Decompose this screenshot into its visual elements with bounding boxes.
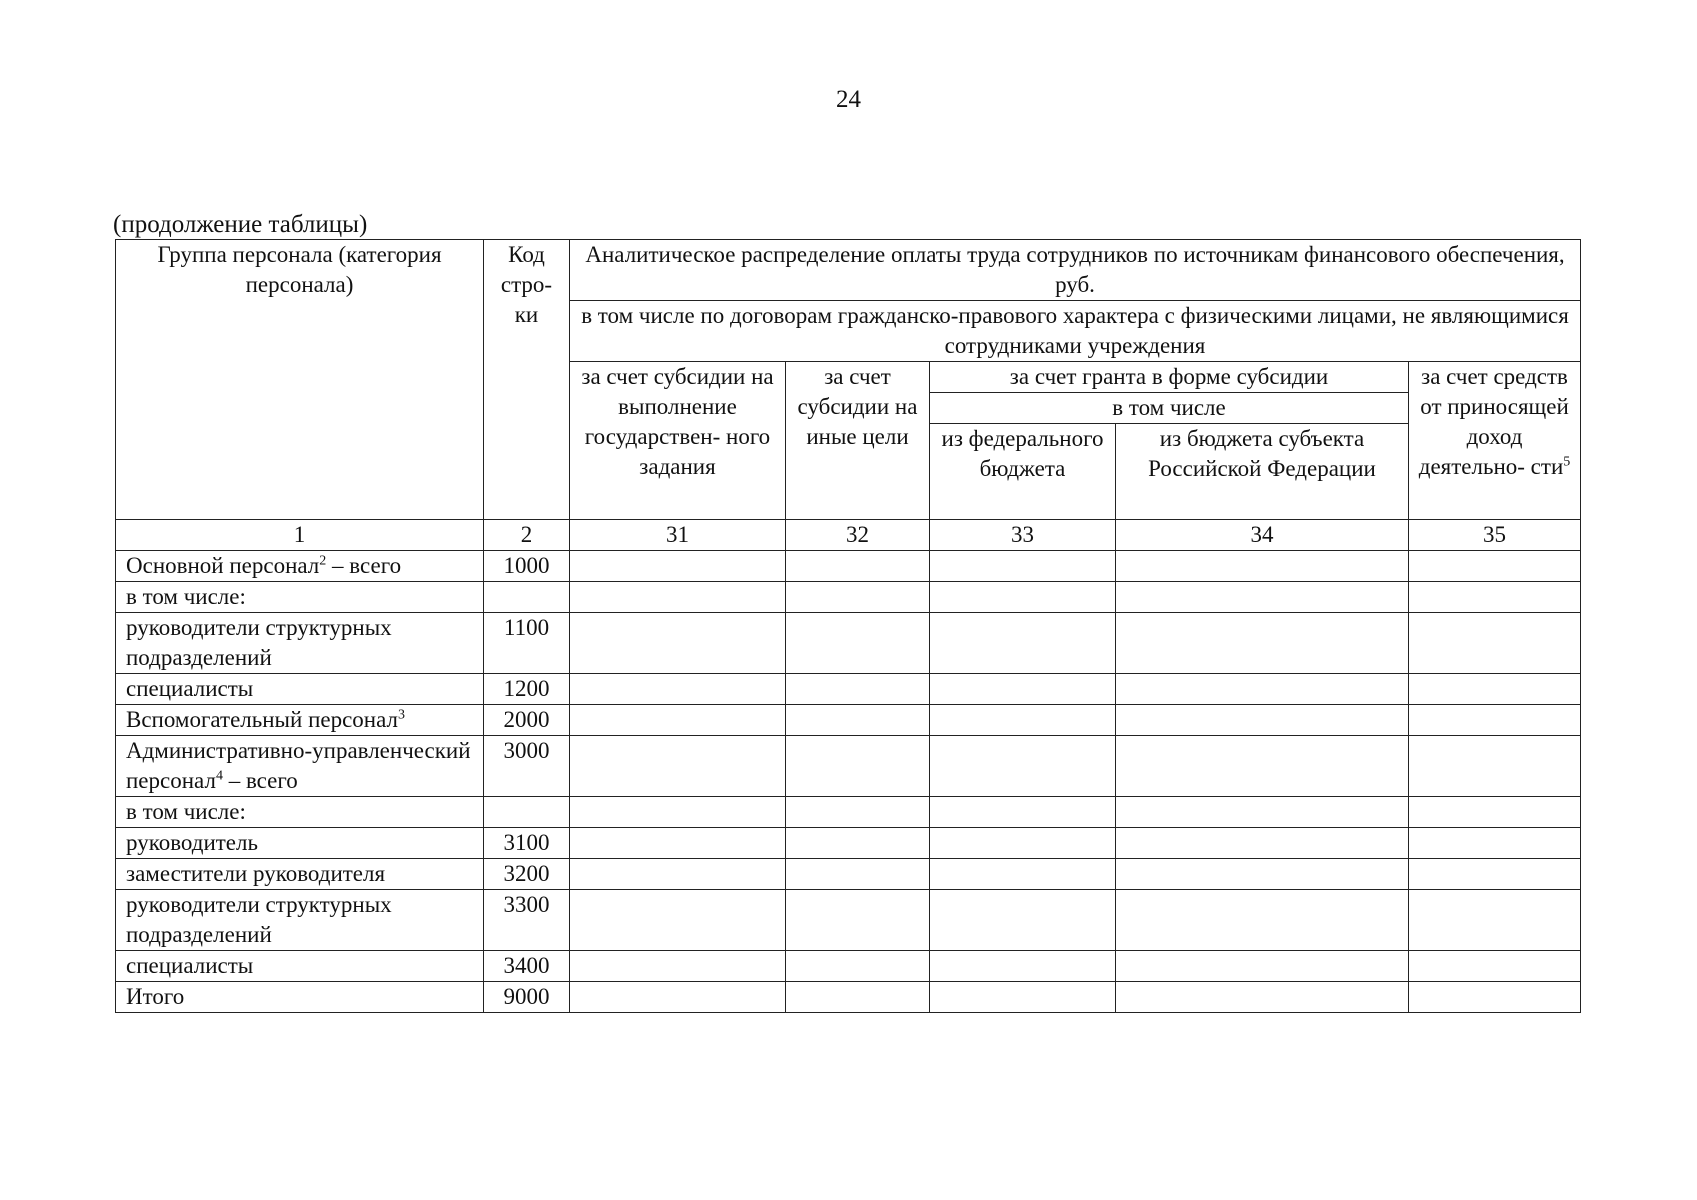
row-code: 3200 (484, 859, 570, 890)
table-row (116, 797, 1581, 828)
value-cell (786, 859, 930, 890)
value-cell (786, 736, 930, 797)
header-row-code: Код стро- ки (484, 240, 570, 520)
value-cell (1409, 859, 1581, 890)
value-cell (1116, 951, 1409, 982)
value-cell (570, 736, 786, 797)
value-cell (1116, 705, 1409, 736)
value-cell (1409, 736, 1581, 797)
value-cell (930, 613, 1116, 674)
row-label: в том числе: (126, 584, 246, 609)
table-row (116, 551, 1581, 582)
value-cell (1409, 828, 1581, 859)
header-subsidy-other-goals: за счет субсидии на иные цели (786, 362, 930, 520)
row-label-cell (116, 582, 484, 613)
row-label-cell (116, 613, 484, 674)
value-cell (570, 951, 786, 982)
row-code: 1100 (484, 613, 570, 674)
table-row (116, 951, 1581, 982)
row-label: в том числе: (126, 799, 246, 824)
value-cell (786, 797, 930, 828)
value-cell (786, 674, 930, 705)
value-cell (1409, 582, 1581, 613)
value-cell (930, 736, 1116, 797)
table-continuation-caption: (продолжение таблицы) (113, 211, 368, 238)
table-row (116, 890, 1581, 951)
value-cell (786, 582, 930, 613)
footnote-marker: 2 (319, 553, 327, 569)
row-code: 3100 (484, 828, 570, 859)
header-grant-subsidy: за счет гранта в форме субсидии (930, 362, 1409, 393)
header-income-activity (1409, 362, 1581, 520)
value-cell (786, 551, 930, 582)
table-row (116, 582, 1581, 613)
row-code: 3400 (484, 951, 570, 982)
column-number: 34 (1116, 520, 1409, 551)
value-cell (1409, 951, 1581, 982)
row-label-suffix: – всего (222, 768, 298, 793)
row-label: Вспомогательный персонал (126, 707, 398, 732)
value-cell (930, 828, 1116, 859)
row-label: Итого (126, 984, 185, 1009)
value-cell (1116, 828, 1409, 859)
value-cell (570, 859, 786, 890)
value-cell (930, 674, 1116, 705)
value-cell (570, 797, 786, 828)
footnote-marker: 5 (1563, 454, 1571, 470)
table-row (116, 705, 1581, 736)
value-cell (570, 890, 786, 951)
row-code: 9000 (484, 982, 570, 1013)
row-label: руководители структурных подразделений (126, 615, 392, 670)
value-cell (1116, 797, 1409, 828)
row-code: 3300 (484, 890, 570, 951)
value-cell (1409, 982, 1581, 1013)
row-label: специалисты (126, 953, 254, 978)
value-cell (786, 890, 930, 951)
column-number: 32 (786, 520, 930, 551)
value-cell (930, 982, 1116, 1013)
header-regional-budget: из бюджета субъекта Российской Федерации (1116, 424, 1409, 520)
value-cell (1116, 982, 1409, 1013)
value-cell (930, 859, 1116, 890)
value-cell (570, 982, 786, 1013)
value-cell (1116, 890, 1409, 951)
value-cell (930, 705, 1116, 736)
row-label: руководитель (126, 830, 258, 855)
table-row (116, 674, 1581, 705)
row-label-cell (116, 797, 484, 828)
row-code (484, 582, 570, 613)
column-number: 2 (484, 520, 570, 551)
row-label-suffix: – всего (326, 553, 402, 578)
table-row (116, 613, 1581, 674)
row-label-cell (116, 828, 484, 859)
staff-pay-table (115, 239, 1581, 1013)
value-cell (786, 705, 930, 736)
row-code (484, 797, 570, 828)
value-cell (786, 828, 930, 859)
row-label: руководители структурных подразделений (126, 892, 392, 947)
value-cell (1116, 736, 1409, 797)
value-cell (1409, 551, 1581, 582)
value-cell (786, 951, 930, 982)
row-code: 2000 (484, 705, 570, 736)
column-number: 1 (116, 520, 484, 551)
value-cell (1116, 859, 1409, 890)
value-cell (786, 613, 930, 674)
column-number: 31 (570, 520, 786, 551)
value-cell (930, 890, 1116, 951)
header-grant-including: в том числе (930, 393, 1409, 424)
value-cell (930, 951, 1116, 982)
table-row (116, 859, 1581, 890)
row-label-cell (116, 705, 484, 736)
header-federal-budget: из федерального бюджета (930, 424, 1116, 520)
value-cell (1409, 890, 1581, 951)
value-cell (786, 982, 930, 1013)
header-subsidy-state-task: за счет субсидии на выполнение государствен- ного задания (570, 362, 786, 520)
row-label-cell (116, 859, 484, 890)
value-cell (1409, 674, 1581, 705)
value-cell (930, 551, 1116, 582)
row-label: заместители руководителя (126, 861, 386, 886)
column-number: 35 (1409, 520, 1581, 551)
value-cell (1116, 551, 1409, 582)
row-label: Основной персонал (126, 553, 320, 578)
row-label-cell (116, 890, 484, 951)
footnote-marker: 4 (215, 768, 223, 784)
value-cell (1116, 582, 1409, 613)
row-label: специалисты (126, 676, 254, 701)
row-label-cell (116, 982, 484, 1013)
table-row (116, 736, 1581, 797)
row-code: 1000 (484, 551, 570, 582)
row-code: 1200 (484, 674, 570, 705)
column-number: 33 (930, 520, 1116, 551)
header-analytic-distribution: Аналитическое распределение оплаты труда сотрудников по источникам финансового обеспечения, руб. (570, 240, 1581, 301)
value-cell (1409, 705, 1581, 736)
table-row (116, 982, 1581, 1013)
row-code: 3000 (484, 736, 570, 797)
table-header (116, 240, 1581, 551)
value-cell (930, 797, 1116, 828)
value-cell (570, 582, 786, 613)
value-cell (570, 828, 786, 859)
value-cell (1116, 674, 1409, 705)
row-label-cell (116, 551, 484, 582)
row-label-cell (116, 674, 484, 705)
row-label-cell (116, 736, 484, 797)
header-income-activity-label: за счет средств от приносящей доход деятельно- сти (1418, 364, 1569, 479)
footnote-marker: 3 (398, 707, 405, 723)
page-number: 24 (836, 86, 861, 113)
value-cell (930, 582, 1116, 613)
table-row (116, 828, 1581, 859)
header-staff-group: Группа персонала (категория персонала) (116, 240, 484, 520)
value-cell (570, 613, 786, 674)
row-label-cell (116, 951, 484, 982)
value-cell (570, 705, 786, 736)
value-cell (1116, 613, 1409, 674)
value-cell (1409, 797, 1581, 828)
value-cell (1409, 613, 1581, 674)
table-body (116, 551, 1581, 1013)
row-label: Административно-управленческий персонал (126, 738, 471, 793)
value-cell (570, 674, 786, 705)
header-civil-contracts: в том числе по договорам гражданско-правового характера с физическими лицами, не являющимися сотрудниками учреждения (570, 301, 1581, 362)
value-cell (570, 551, 786, 582)
column-number-row (116, 520, 1581, 551)
